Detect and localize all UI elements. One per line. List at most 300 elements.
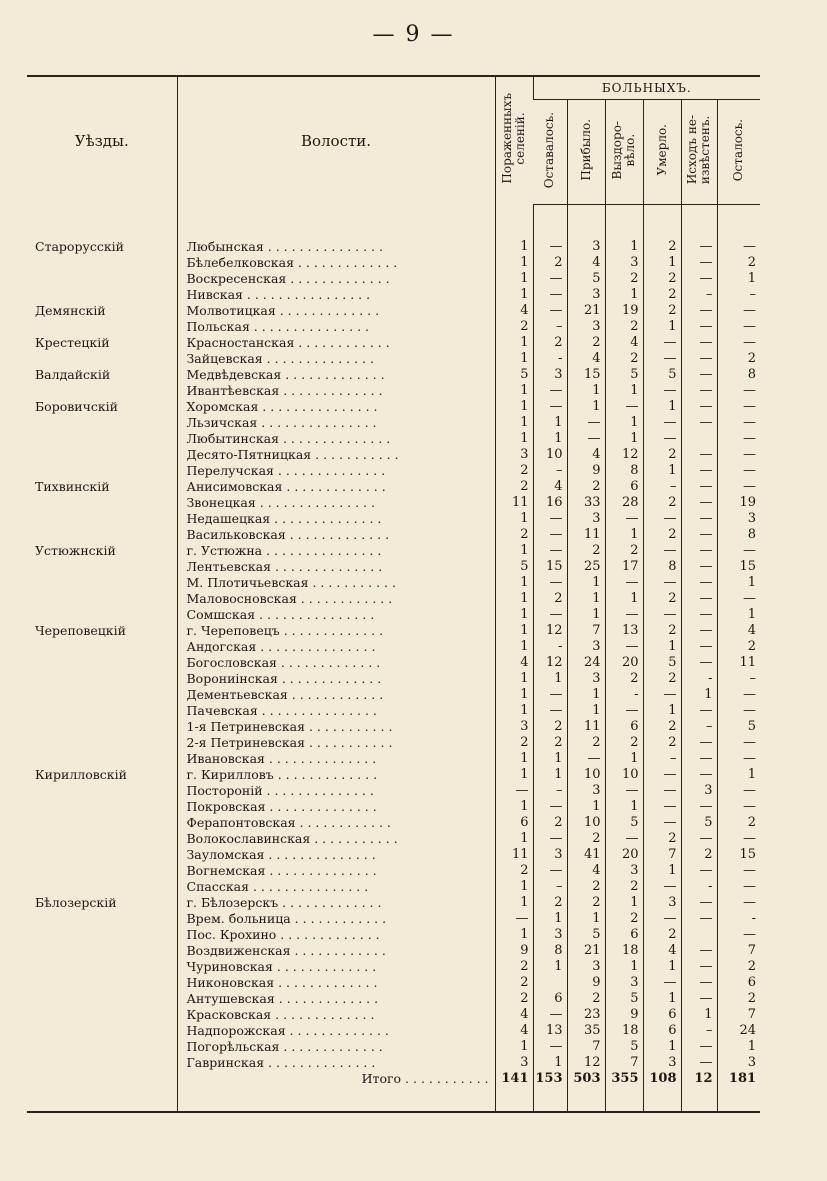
affected-villages-cell: 1 (495, 767, 533, 783)
table-row (27, 959, 760, 975)
left-cell: 15 (717, 847, 760, 863)
uezd-cell (27, 1071, 177, 1087)
recovered-cell: 9 (605, 1007, 643, 1023)
died-cell: — (643, 511, 681, 527)
died-cell: 2 (643, 927, 681, 943)
arrived-cell: — (567, 751, 605, 767)
remained-cell: 15 (533, 559, 567, 575)
died-cell: — (643, 351, 681, 367)
affected-villages-cell: 3 (495, 719, 533, 735)
recovered-cell: 2 (605, 351, 643, 367)
recovered-cell: 1 (605, 591, 643, 607)
remained-cell: — (533, 383, 567, 399)
uezd-cell (27, 863, 177, 879)
left-cell: — (717, 415, 760, 431)
died-cell: 1 (643, 991, 681, 1007)
arrived-cell: 3 (567, 783, 605, 799)
recovered-cell: 10 (605, 767, 643, 783)
arrived-cell: 25 (567, 559, 605, 575)
affected-villages-cell: 1 (495, 335, 533, 351)
left-cell: 6 (717, 975, 760, 991)
recovered-cell: 3 (605, 975, 643, 991)
arrived-cell: — (567, 431, 605, 447)
unknown-outcome-cell: 1 (681, 687, 717, 703)
remained-cell: — (533, 1007, 567, 1023)
recovered-cell: 5 (605, 991, 643, 1007)
uezd-cell: Крестецкій (35, 334, 110, 350)
arrived-cell: 2 (567, 543, 605, 559)
unknown-outcome-cell: — (681, 383, 717, 399)
volost-header: Волости. (177, 76, 495, 204)
volost-cell: Любытинская . . . . . . . . . . . . . . (177, 431, 495, 447)
table-row (27, 527, 760, 543)
table-row (27, 767, 760, 783)
unknown-outcome-cell: — (681, 799, 717, 815)
arrived-cell: 41 (567, 847, 605, 863)
recovered-cell: 2 (605, 879, 643, 895)
volost-cell: Красностанская . . . . . . . . . . . . (177, 335, 495, 351)
volost-cell: Никоновская . . . . . . . . . . . . . (177, 975, 495, 991)
arrived-cell: 10 (567, 815, 605, 831)
left-cell: 8 (717, 527, 760, 543)
uezd-cell (27, 847, 177, 863)
arrived-cell: 1 (567, 703, 605, 719)
left-cell: — (717, 799, 760, 815)
arrived-cell: 5 (567, 271, 605, 287)
volost-cell: Гавринская . . . . . . . . . . . . . . (177, 1055, 495, 1071)
unknown-outcome-cell: - (681, 671, 717, 687)
uezd-cell: Кирилловскій (35, 766, 127, 782)
died-cell: — (643, 383, 681, 399)
unknown-outcome-cell: — (681, 303, 717, 319)
recovered-cell: 6 (605, 927, 643, 943)
unknown-outcome-cell: – (681, 1023, 717, 1039)
uezd-cell (27, 735, 177, 751)
volost-cell: Зауломская . . . . . . . . . . . . . . (177, 847, 495, 863)
left-cell: 2 (717, 255, 760, 271)
died-cell: — (643, 543, 681, 559)
arrived-cell: 1 (567, 399, 605, 415)
arrived-cell: 3 (567, 639, 605, 655)
unknown-outcome-cell: — (681, 415, 717, 431)
affected-villages-cell: 4 (495, 1007, 533, 1023)
arrived-cell: 4 (567, 351, 605, 367)
uezd-cell (27, 783, 177, 799)
left-cell: 3 (717, 1055, 760, 1071)
remained-cell: 13 (533, 1023, 567, 1039)
table-row (27, 783, 760, 799)
volost-cell: Посторонiй . . . . . . . . . . . . . . (177, 783, 495, 799)
unknown-outcome-cell: — (681, 367, 717, 383)
died-cell: — (643, 911, 681, 927)
volost-cell: Маловосновская . . . . . . . . . . . . (177, 591, 495, 607)
left-cell: 2 (717, 639, 760, 655)
remained-cell: 2 (533, 591, 567, 607)
recovered-cell: 1 (605, 895, 643, 911)
uezd-cell (27, 607, 177, 623)
remained-cell (533, 975, 567, 991)
unknown-outcome-cell: 5 (681, 815, 717, 831)
unknown-outcome-cell: — (681, 463, 717, 479)
unknown-outcome-cell: — (681, 1039, 717, 1055)
uezd-cell (27, 431, 177, 447)
volost-cell: Молвотицкая . . . . . . . . . . . . . (177, 303, 495, 319)
uezd-cell (27, 1039, 177, 1055)
affected-villages-cell: 1 (495, 1039, 533, 1055)
died-cell: 3 (643, 1055, 681, 1071)
uezd-cell (27, 927, 177, 943)
volost-cell: г. Бѣлозерскъ . . . . . . . . . . . . . (177, 895, 495, 911)
unknown-outcome-cell: — (681, 527, 717, 543)
arrived-cell: 10 (567, 767, 605, 783)
left-cell: – (717, 287, 760, 303)
volost-cell: Польская . . . . . . . . . . . . . . . (177, 319, 495, 335)
uezd-cell (27, 463, 177, 479)
unknown-outcome-cell: — (681, 735, 717, 751)
arrived-cell: 7 (567, 623, 605, 639)
table-row (27, 623, 760, 639)
volost-cell: Ивановская . . . . . . . . . . . . . . (177, 751, 495, 767)
recovered-cell: 20 (605, 847, 643, 863)
arrived-cell: — (567, 415, 605, 431)
table-row (27, 687, 760, 703)
unknown-outcome-cell: — (681, 767, 717, 783)
table-row (27, 255, 760, 271)
left-cell: — (717, 399, 760, 415)
uezd-cell: Устюжнскій (35, 542, 116, 558)
left-cell: - (717, 911, 760, 927)
remained-cell: – (533, 783, 567, 799)
recovered-cell: 28 (605, 495, 643, 511)
recovered-cell: 1 (605, 799, 643, 815)
died-cell: — (643, 335, 681, 351)
volost-cell: Дементьевская . . . . . . . . . . . . (177, 687, 495, 703)
unknown-outcome-cell: - (681, 879, 717, 895)
table-row (27, 927, 760, 943)
volost-cell: Вогнемская . . . . . . . . . . . . . . (177, 863, 495, 879)
table-row (27, 703, 760, 719)
table-row (27, 943, 760, 959)
total-died: 108 (643, 1071, 681, 1087)
left-cell: — (717, 927, 760, 943)
table-row (27, 319, 760, 335)
recovered-cell: - (605, 687, 643, 703)
recovered-cell: 2 (605, 671, 643, 687)
arrived-cell: 24 (567, 655, 605, 671)
affected-villages-cell: 1 (495, 383, 533, 399)
left-cell: 19 (717, 495, 760, 511)
affected-villages-cell: 1 (495, 895, 533, 911)
left-cell: 2 (717, 991, 760, 1007)
remained-cell: 2 (533, 895, 567, 911)
table-body (27, 204, 760, 1112)
remained-cell: 1 (533, 415, 567, 431)
died-cell: 2 (643, 591, 681, 607)
arrived-cell: 7 (567, 1039, 605, 1055)
affected-villages-cell: 2 (495, 479, 533, 495)
table-row (27, 911, 760, 927)
uezd-cell (27, 447, 177, 463)
left-cell: 1 (717, 767, 760, 783)
remained-cell: 3 (533, 927, 567, 943)
affected-villages-cell: 11 (495, 847, 533, 863)
uezd-cell (27, 1023, 177, 1039)
unknown-outcome-cell: — (681, 975, 717, 991)
affected-villages-header: Пораженныхъ селеній. (495, 76, 533, 204)
patients-group-header: БОЛЬНЫХЪ. (533, 76, 760, 100)
died-cell: 1 (643, 399, 681, 415)
affected-villages-cell: 1 (495, 271, 533, 287)
remained-cell: 8 (533, 943, 567, 959)
uezd-header: Уѣзды. (27, 76, 177, 204)
left-cell: 15 (717, 559, 760, 575)
died-cell: 2 (643, 671, 681, 687)
recovered-cell: 5 (605, 1039, 643, 1055)
volost-cell: Чуриновская . . . . . . . . . . . . . (177, 959, 495, 975)
recovered-cell: 13 (605, 623, 643, 639)
volost-cell: Васильковская . . . . . . . . . . . . . (177, 527, 495, 543)
left-cell: 7 (717, 943, 760, 959)
affected-villages-cell: 2 (495, 319, 533, 335)
arrived-cell: 2 (567, 831, 605, 847)
arrived-cell: 2 (567, 895, 605, 911)
table-row (27, 975, 760, 991)
table-row (27, 431, 760, 447)
volost-cell: Анисимовская . . . . . . . . . . . . . (177, 479, 495, 495)
unknown-outcome-cell: 1 (681, 1007, 717, 1023)
recovered-cell: 2 (605, 271, 643, 287)
uezd-cell (27, 831, 177, 847)
total-arrived: 503 (567, 1071, 605, 1087)
volost-cell: г. Череповецъ . . . . . . . . . . . . . (177, 623, 495, 639)
arrived-cell: 4 (567, 255, 605, 271)
left-cell: 5 (717, 719, 760, 735)
remained-cell: 6 (533, 991, 567, 1007)
uezd-cell (27, 671, 177, 687)
volost-cell: Ивантѣевская . . . . . . . . . . . . . (177, 383, 495, 399)
died-cell: 2 (643, 719, 681, 735)
unknown-outcome-cell: — (681, 623, 717, 639)
uezd-cell (27, 959, 177, 975)
left-cell: 4 (717, 623, 760, 639)
remained-cell: — (533, 703, 567, 719)
died-cell: 1 (643, 255, 681, 271)
affected-villages-cell: 1 (495, 591, 533, 607)
unknown-outcome-cell: 3 (681, 783, 717, 799)
recovered-cell: 1 (605, 431, 643, 447)
affected-villages-cell: — (495, 783, 533, 799)
volost-cell: Лентьевская . . . . . . . . . . . . . . (177, 559, 495, 575)
volost-cell: 2-я Петриневская . . . . . . . . . . . (177, 735, 495, 751)
table-row (27, 895, 760, 911)
total-recovered: 355 (605, 1071, 643, 1087)
uezd-cell (27, 271, 177, 287)
affected-villages-cell: 1 (495, 543, 533, 559)
arrived-cell: 3 (567, 319, 605, 335)
died-cell: — (643, 687, 681, 703)
uezd-cell (27, 703, 177, 719)
recovered-cell: 1 (605, 415, 643, 431)
remained-cell: – (533, 319, 567, 335)
uezd-cell (27, 943, 177, 959)
died-cell: 7 (643, 847, 681, 863)
left-cell: 2 (717, 351, 760, 367)
arrived-cell: 4 (567, 863, 605, 879)
volost-cell: Воскресенская . . . . . . . . . . . . . (177, 271, 495, 287)
unknown-outcome-cell: — (681, 655, 717, 671)
remained-header: Оставалось. (533, 100, 567, 205)
died-cell: — (643, 415, 681, 431)
uezd-cell (27, 319, 177, 335)
volost-cell: Недашецкая . . . . . . . . . . . . . . (177, 511, 495, 527)
died-cell: 5 (643, 655, 681, 671)
volost-cell: г. Кирилловъ . . . . . . . . . . . . . (177, 767, 495, 783)
unknown-outcome-cell: — (681, 351, 717, 367)
affected-villages-cell: 1 (495, 287, 533, 303)
recovered-cell: 2 (605, 543, 643, 559)
table-row (27, 399, 760, 415)
died-cell: — (643, 879, 681, 895)
unknown-outcome-cell: — (681, 943, 717, 959)
total-label: Итого . . . . . . . . . . . (177, 1071, 495, 1087)
table-row (27, 463, 760, 479)
left-cell: 1 (717, 1039, 760, 1055)
uezd-cell (27, 655, 177, 671)
remained-cell: — (533, 863, 567, 879)
recovered-cell: 5 (605, 367, 643, 383)
remained-cell: — (533, 831, 567, 847)
uezd-cell (27, 287, 177, 303)
left-cell: — (717, 735, 760, 751)
affected-villages-cell: 1 (495, 607, 533, 623)
volost-cell: Погорѣльская . . . . . . . . . . . . . (177, 1039, 495, 1055)
left-cell: — (717, 543, 760, 559)
volost-cell: Спасская . . . . . . . . . . . . . . . (177, 879, 495, 895)
died-cell: 1 (643, 863, 681, 879)
volost-cell: Пос. Крохино . . . . . . . . . . . . . (177, 927, 495, 943)
died-cell: 2 (643, 495, 681, 511)
unknown-outcome-cell: — (681, 239, 717, 255)
table-bottom-row (27, 1087, 760, 1112)
uezd-cell (27, 975, 177, 991)
remained-cell: — (533, 687, 567, 703)
remained-cell: — (533, 303, 567, 319)
affected-villages-cell: 1 (495, 831, 533, 847)
affected-villages-cell: 1 (495, 639, 533, 655)
remained-cell: 2 (533, 735, 567, 751)
volost-cell: Богословская . . . . . . . . . . . . . (177, 655, 495, 671)
arrived-cell: 2 (567, 479, 605, 495)
affected-villages-cell: 1 (495, 927, 533, 943)
left-cell: 7 (717, 1007, 760, 1023)
arrived-cell: 12 (567, 1055, 605, 1071)
left-cell: 3 (717, 511, 760, 527)
arrived-cell: 1 (567, 687, 605, 703)
volost-cell: 1-я Петриневская . . . . . . . . . . . (177, 719, 495, 735)
remained-cell: — (533, 607, 567, 623)
unknown-outcome-cell: — (681, 575, 717, 591)
arrived-cell: 3 (567, 287, 605, 303)
affected-villages-cell: 1 (495, 623, 533, 639)
affected-villages-cell: — (495, 911, 533, 927)
died-cell: 1 (643, 703, 681, 719)
arrived-cell: 3 (567, 239, 605, 255)
remained-cell: 1 (533, 1055, 567, 1071)
affected-villages-cell: 2 (495, 527, 533, 543)
table-row (27, 335, 760, 351)
volost-cell: Звонецкая . . . . . . . . . . . . . . . (177, 495, 495, 511)
left-cell: — (717, 831, 760, 847)
arrived-cell: 21 (567, 303, 605, 319)
recovered-cell: 5 (605, 815, 643, 831)
table-row (27, 351, 760, 367)
recovered-cell: — (605, 399, 643, 415)
affected-villages-cell: 1 (495, 799, 533, 815)
arrived-cell: 23 (567, 1007, 605, 1023)
volost-cell: Десято-Пятницкая . . . . . . . . . . . (177, 447, 495, 463)
volost-cell: Ферапонтовская . . . . . . . . . . . . (177, 815, 495, 831)
remained-cell: — (533, 399, 567, 415)
arrived-cell: 2 (567, 991, 605, 1007)
recovered-cell: 1 (605, 383, 643, 399)
affected-villages-cell: 11 (495, 495, 533, 511)
uezd-cell: Демянскій (35, 302, 106, 318)
unknown-outcome-cell: — (681, 607, 717, 623)
volost-cell: Красковская . . . . . . . . . . . . . (177, 1007, 495, 1023)
total-unknown-outcome: 12 (681, 1071, 717, 1087)
left-cell: — (717, 895, 760, 911)
recovered-cell: 3 (605, 255, 643, 271)
table-row (27, 495, 760, 511)
arrived-cell: 1 (567, 575, 605, 591)
table-row (27, 447, 760, 463)
arrived-cell: 2 (567, 735, 605, 751)
arrived-cell: 3 (567, 671, 605, 687)
remained-cell: - (533, 351, 567, 367)
died-cell: 2 (643, 623, 681, 639)
table-row (27, 591, 760, 607)
uezd-cell: Старорусскій (35, 238, 124, 254)
uezd-cell (27, 559, 177, 575)
left-cell: — (717, 703, 760, 719)
left-cell: — (717, 751, 760, 767)
recovered-cell: 6 (605, 719, 643, 735)
remained-cell: 12 (533, 655, 567, 671)
left-cell: — (717, 479, 760, 495)
recovered-cell: 8 (605, 463, 643, 479)
uezd-cell (27, 799, 177, 815)
uezd-cell (27, 991, 177, 1007)
uezd-cell: Боровичскій (35, 398, 119, 414)
remained-cell: 1 (533, 767, 567, 783)
remained-cell: 1 (533, 959, 567, 975)
uezd-cell: Валдайскій (35, 366, 111, 382)
recovered-cell: — (605, 783, 643, 799)
affected-villages-cell: 3 (495, 1055, 533, 1071)
table-row (27, 479, 760, 495)
uezd-cell (27, 383, 177, 399)
affected-villages-cell: 1 (495, 511, 533, 527)
affected-villages-cell: 2 (495, 975, 533, 991)
arrived-cell: 3 (567, 959, 605, 975)
left-cell: — (717, 687, 760, 703)
affected-villages-cell: 1 (495, 399, 533, 415)
died-cell: 8 (643, 559, 681, 575)
died-cell: — (643, 815, 681, 831)
volost-cell: Перелучская . . . . . . . . . . . . . . (177, 463, 495, 479)
remained-cell: 1 (533, 671, 567, 687)
affected-villages-cell: 1 (495, 431, 533, 447)
